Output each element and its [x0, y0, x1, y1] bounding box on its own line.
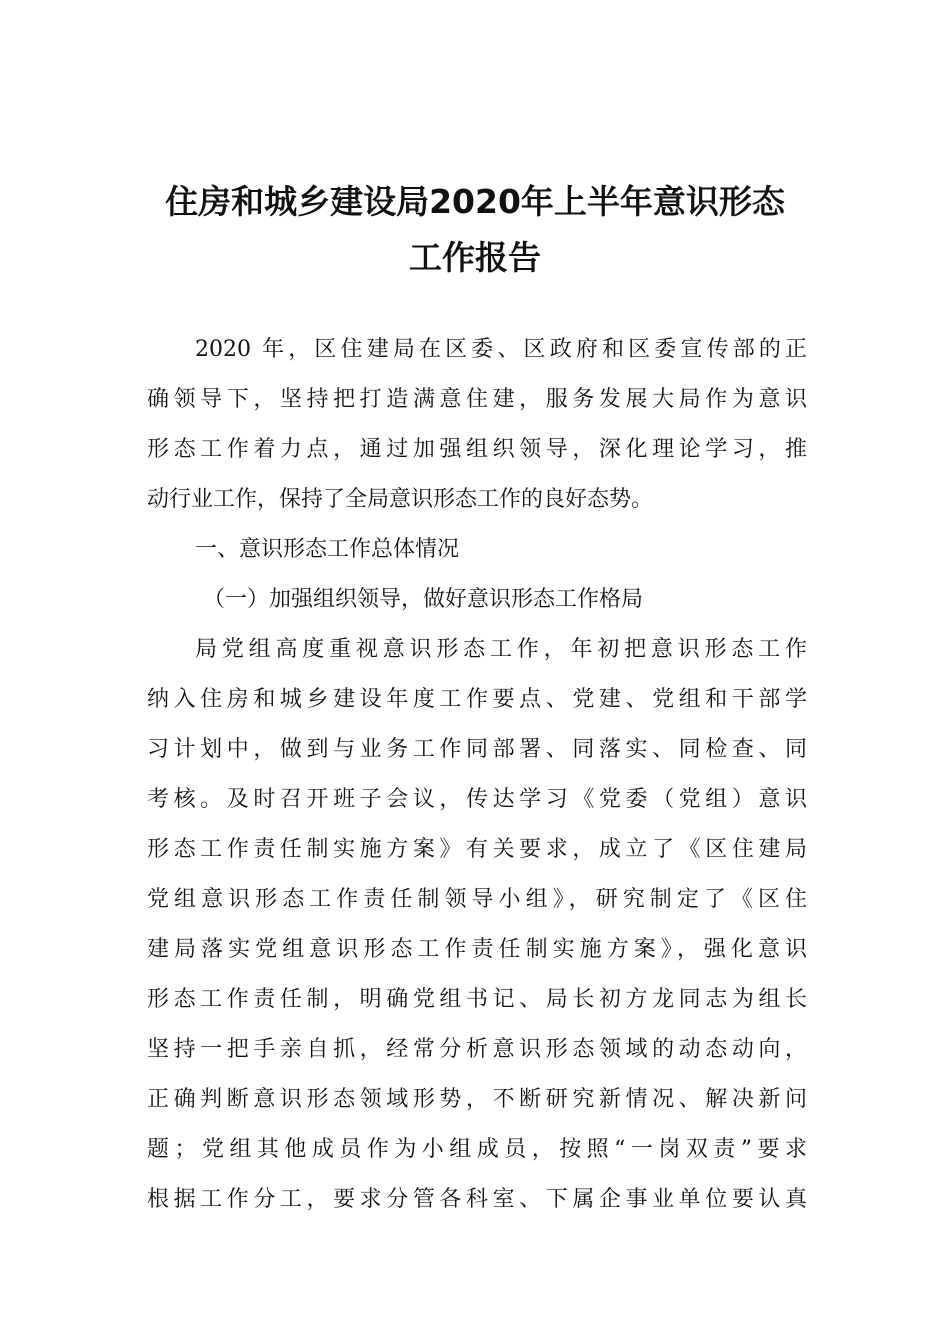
paragraph-line: 题；党组其他成员作为小组成员，按照“一岗双责”要求	[147, 1137, 807, 1162]
title-line-1: 住房和城乡建设局2020年上半年意识形态	[165, 182, 785, 221]
paragraph-line: 形态工作责任制，明确党组书记、局长初方龙同志为组长	[147, 987, 807, 1012]
paragraph-line: 习计划中，做到与业务工作同部署、同落实、同检查、同	[147, 737, 807, 762]
title-line-2: 工作报告	[409, 238, 541, 277]
subsection-paragraph	[147, 625, 807, 1225]
paragraph-line: 形态工作着力点，通过加强组织领导，深化理论学习，推	[147, 437, 807, 462]
paragraph-line: 2020 年，区住建局在区委、区政府和区委宣传部的正	[195, 337, 807, 362]
document-body	[147, 325, 807, 1225]
section-heading: 一、意识形态工作总体情况	[195, 537, 460, 562]
paragraph-line: 建局落实党组意识形态工作责任制实施方案》，强化意识	[147, 937, 807, 962]
paragraph-line: 考核。及时召开班子会议，传达学习《党委（党组）意识	[147, 787, 807, 812]
document-title	[120, 174, 830, 286]
paragraph-line: 根据工作分工，要求分管各科室、下属企事业单位要认真	[147, 1187, 807, 1212]
paragraph-line: 正确判断意识形态领域形势，不断研究新情况、解决新问	[147, 1087, 807, 1112]
paragraph-line: 党组意识形态工作责任制领导小组》，研究制定了《区住	[147, 887, 807, 912]
paragraph-line: 确领导下，坚持把打造满意住建，服务发展大局作为意识	[147, 387, 807, 412]
paragraph-line: 纳入住房和城乡建设年度工作要点、党建、党组和干部学	[147, 687, 807, 712]
paragraph-line: 动行业工作，保持了全局意识形态工作的良好态势。	[147, 487, 654, 512]
paragraph-line: 局党组高度重视意识形态工作，年初把意识形态工作	[195, 637, 807, 662]
paragraph-line: 形态工作责任制实施方案》有关要求，成立了《区住建局	[147, 837, 807, 862]
subsection-heading: （一）加强组织领导，做好意识形态工作格局	[203, 587, 644, 612]
intro-paragraph	[147, 325, 807, 525]
paragraph-line: 坚持一把手亲自抓，经常分析意识形态领域的动态动向，	[147, 1037, 807, 1062]
